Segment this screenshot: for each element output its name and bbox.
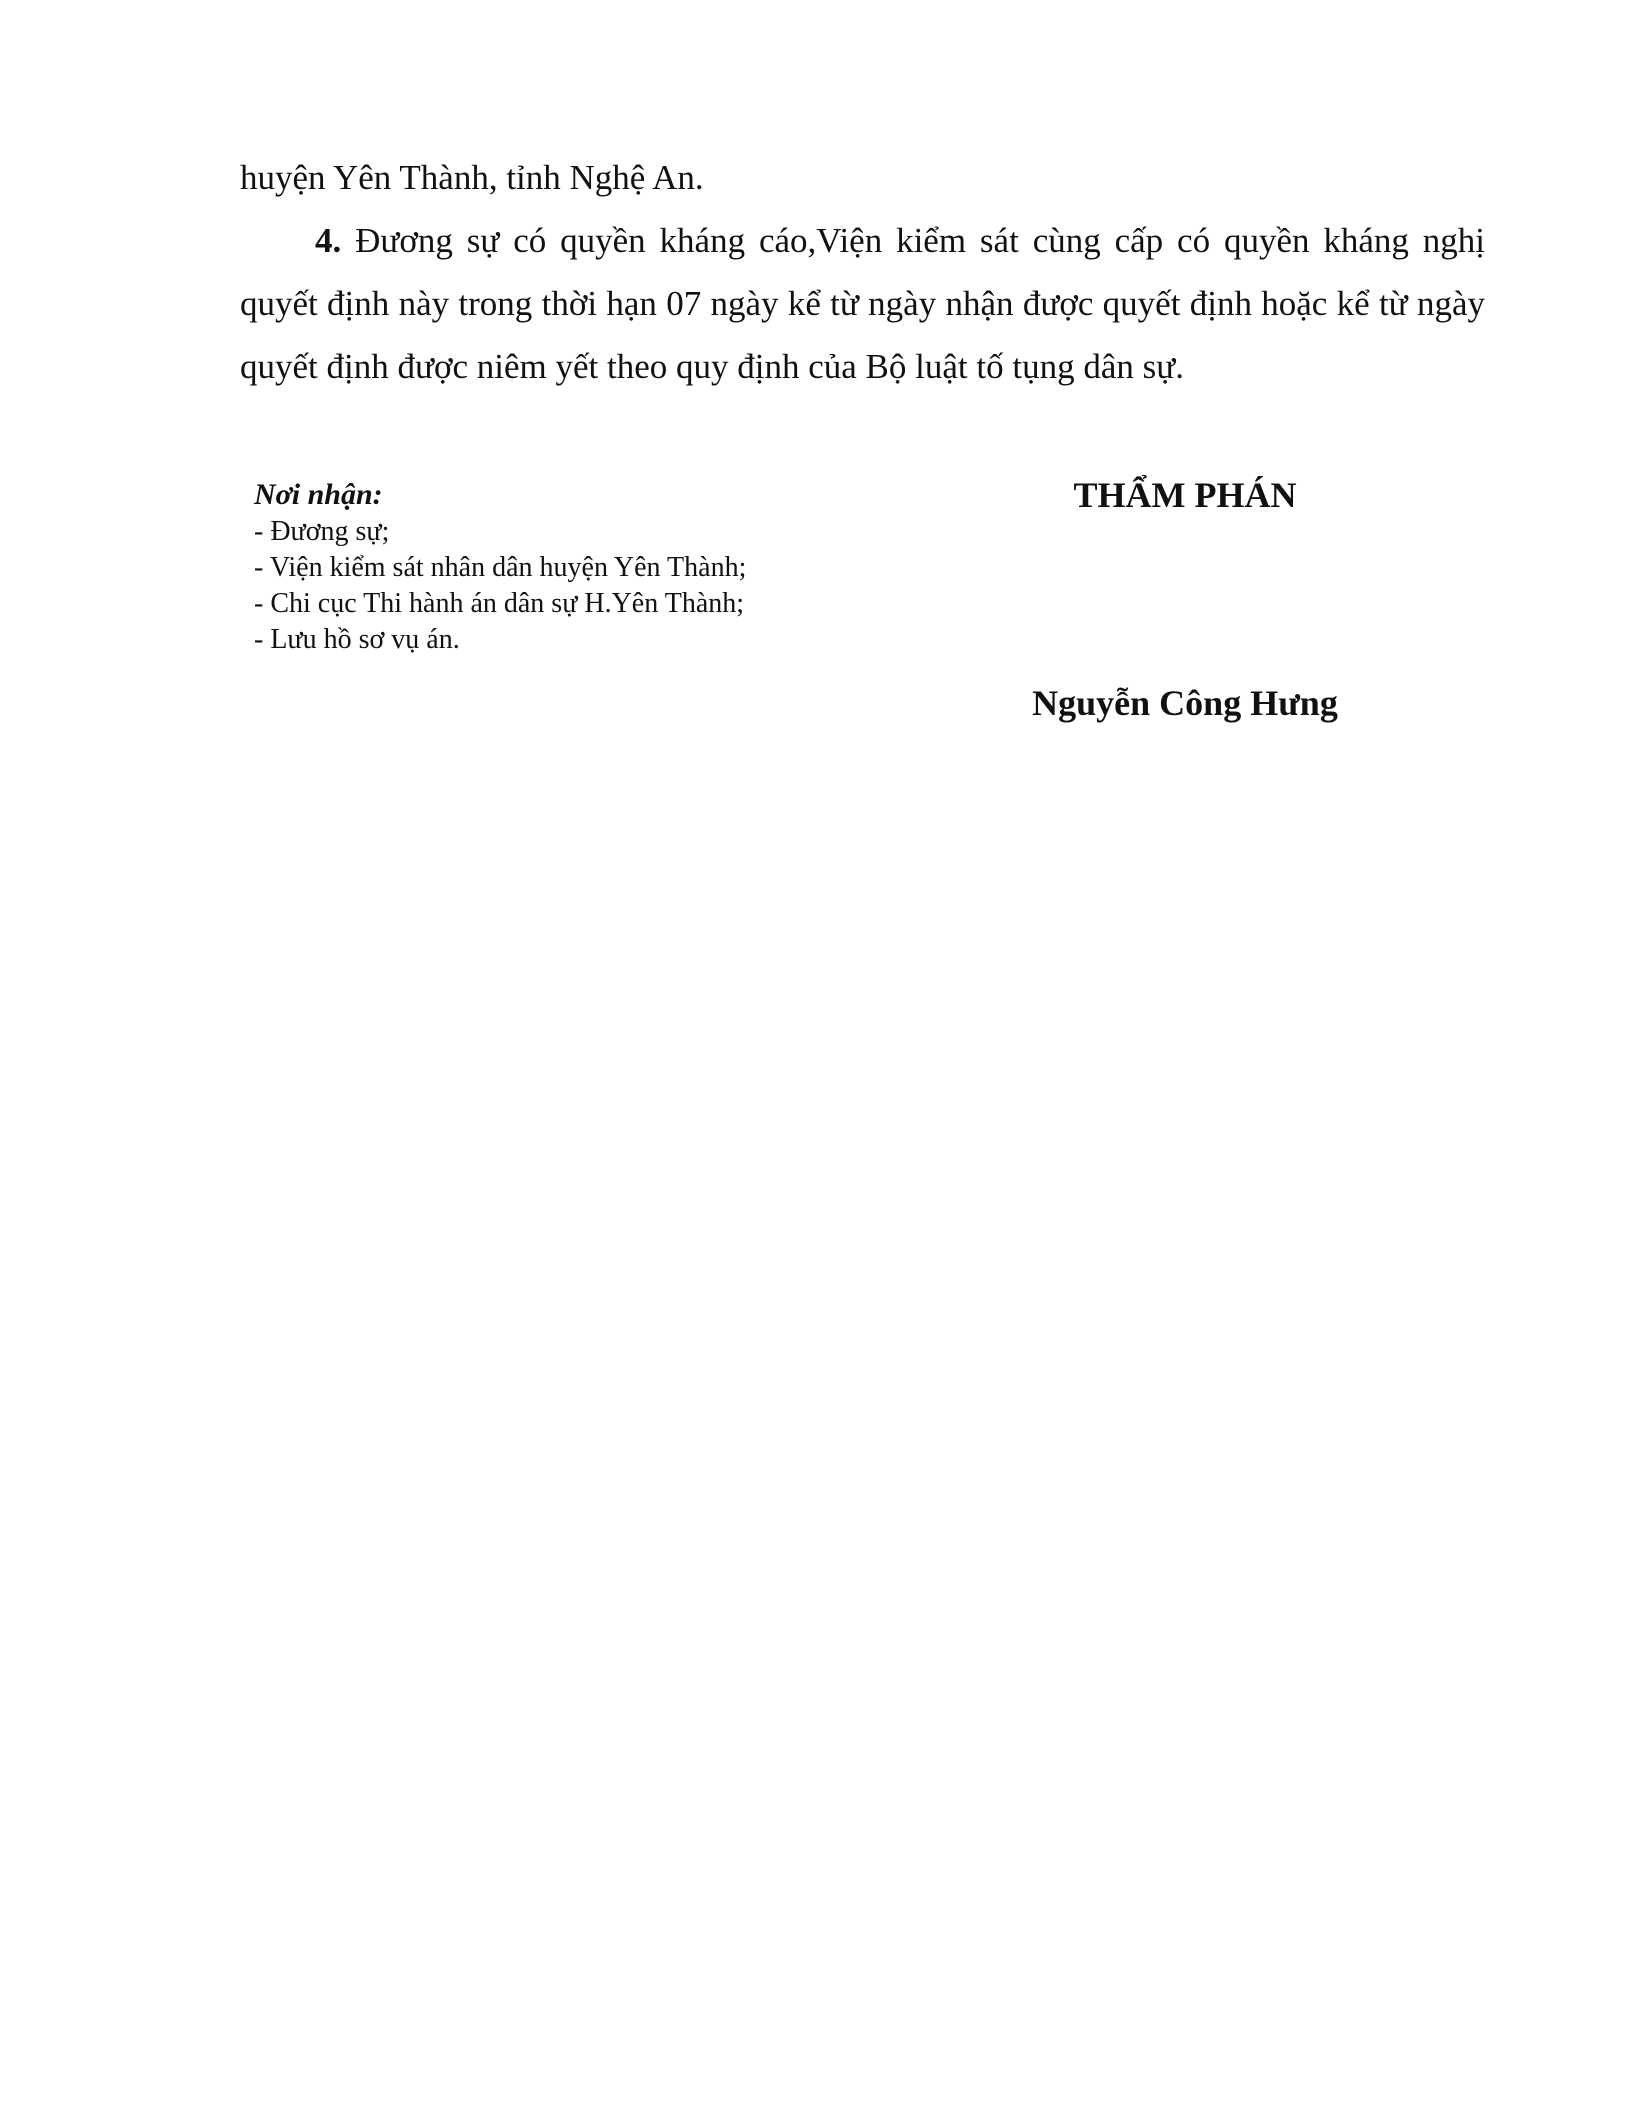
signature-block xyxy=(1000,470,1370,728)
recipient-item: - Lưu hồ sơ vụ án. xyxy=(254,624,460,655)
recipients-list xyxy=(254,514,954,658)
recipient-item: - Đương sự; xyxy=(254,516,390,547)
item-4-text: Đương sự có quyền kháng cáo,Viện kiểm sát cùng cấp có quyền kháng nghị quyết định này trong thời hạn 07 ngày kể từ ngày nhận được quyết định hoặc kể từ ngày quyết định được niêm yết theo quy định của Bộ luật tố tụng dân sự. xyxy=(240,221,1485,386)
recipients-block xyxy=(254,476,954,658)
body-text xyxy=(240,146,1485,398)
signer-title: THẨM PHÁN xyxy=(1073,475,1297,515)
signer-name: Nguyễn Công Hưng xyxy=(1032,683,1338,723)
recipients-heading: Nơi nhận: xyxy=(254,478,383,511)
recipient-item: - Chi cục Thi hành án dân sự H.Yên Thành; xyxy=(254,588,745,619)
paragraph-item-4 xyxy=(240,209,1485,398)
continuation-line: huyện Yên Thành, tỉnh Nghệ An. xyxy=(240,158,704,197)
item-4-number: 4. xyxy=(315,221,342,260)
recipient-item: - Viện kiểm sát nhân dân huyện Yên Thành; xyxy=(254,552,747,583)
